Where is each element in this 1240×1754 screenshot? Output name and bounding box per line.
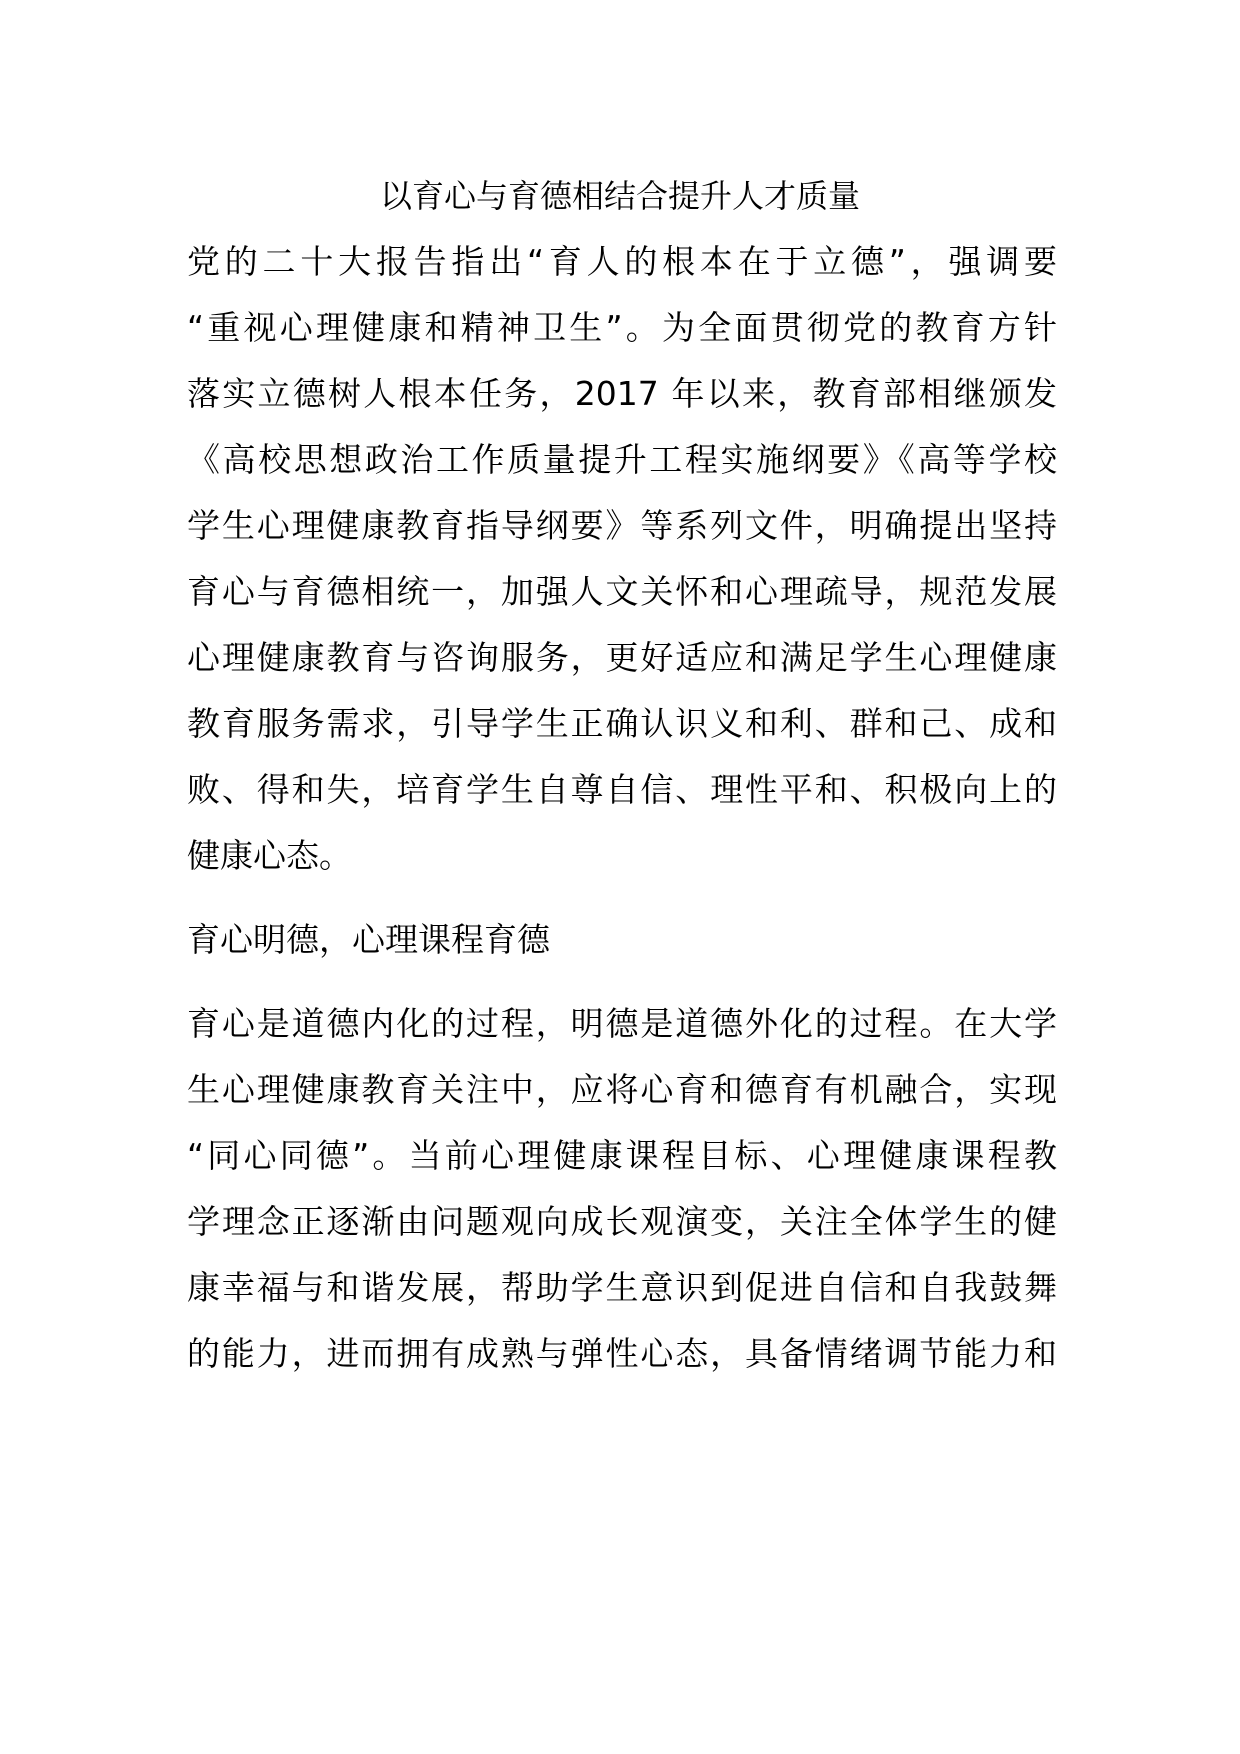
paragraph-2-line-5: 康幸福与和谐发展，帮助学生意识到促进自信和自我鼓舞 bbox=[187, 1268, 1057, 1307]
paragraph-2-line-3: “同心同德”。当前心理健康课程目标、心理健康课程教 bbox=[187, 1136, 1057, 1175]
paragraph-1-line-5: 学生心理健康教育指导纲要》等系列文件，明确提出坚持 bbox=[187, 506, 1057, 545]
paragraph-1-line-7: 心理健康教育与咨询服务，更好适应和满足学生心理健康 bbox=[187, 638, 1057, 677]
paragraph-1-line-2: “重视心理健康和精神卫生”。为全面贯彻党的教育方针 bbox=[187, 308, 1057, 347]
paragraph-1-line-1: 党的二十大报告指出“育人的根本在于立德”，强调要 bbox=[187, 242, 1057, 281]
document-title: 以育心与育德相结合提升人才质量 bbox=[379, 177, 860, 215]
paragraph-2-line-1: 育心是道德内化的过程，明德是道德外化的过程。在大学 bbox=[187, 1004, 1057, 1043]
paragraph-1-line-9: 败、得和失，培育学生自尊自信、理性平和、积极向上的 bbox=[187, 770, 1057, 809]
paragraph-2-line-4: 学理念正逐渐由问题观向成长观演变，关注全体学生的健 bbox=[187, 1202, 1057, 1241]
paragraph-1-line-4: 《高校思想政治工作质量提升工程实施纲要》《高等学校 bbox=[187, 440, 1057, 479]
section-heading: 育心明德，心理课程育德 bbox=[187, 920, 550, 959]
paragraph-1-line-3: 落实立德树人根本任务，2017 年以来，教育部相继颁发 bbox=[187, 374, 1057, 413]
paragraph-2-line-2: 生心理健康教育关注中，应将心育和德育有机融合，实现 bbox=[187, 1070, 1057, 1109]
paragraph-1-line-10: 健康心态。 bbox=[187, 836, 352, 875]
paragraph-1-line-8: 教育服务需求，引导学生正确认识义和利、群和己、成和 bbox=[187, 704, 1057, 743]
paragraph-2-line-6: 的能力，进而拥有成熟与弹性心态，具备情绪调节能力和 bbox=[187, 1334, 1057, 1373]
paragraph-1-line-6: 育心与育德相统一，加强人文关怀和心理疏导，规范发展 bbox=[187, 572, 1057, 611]
